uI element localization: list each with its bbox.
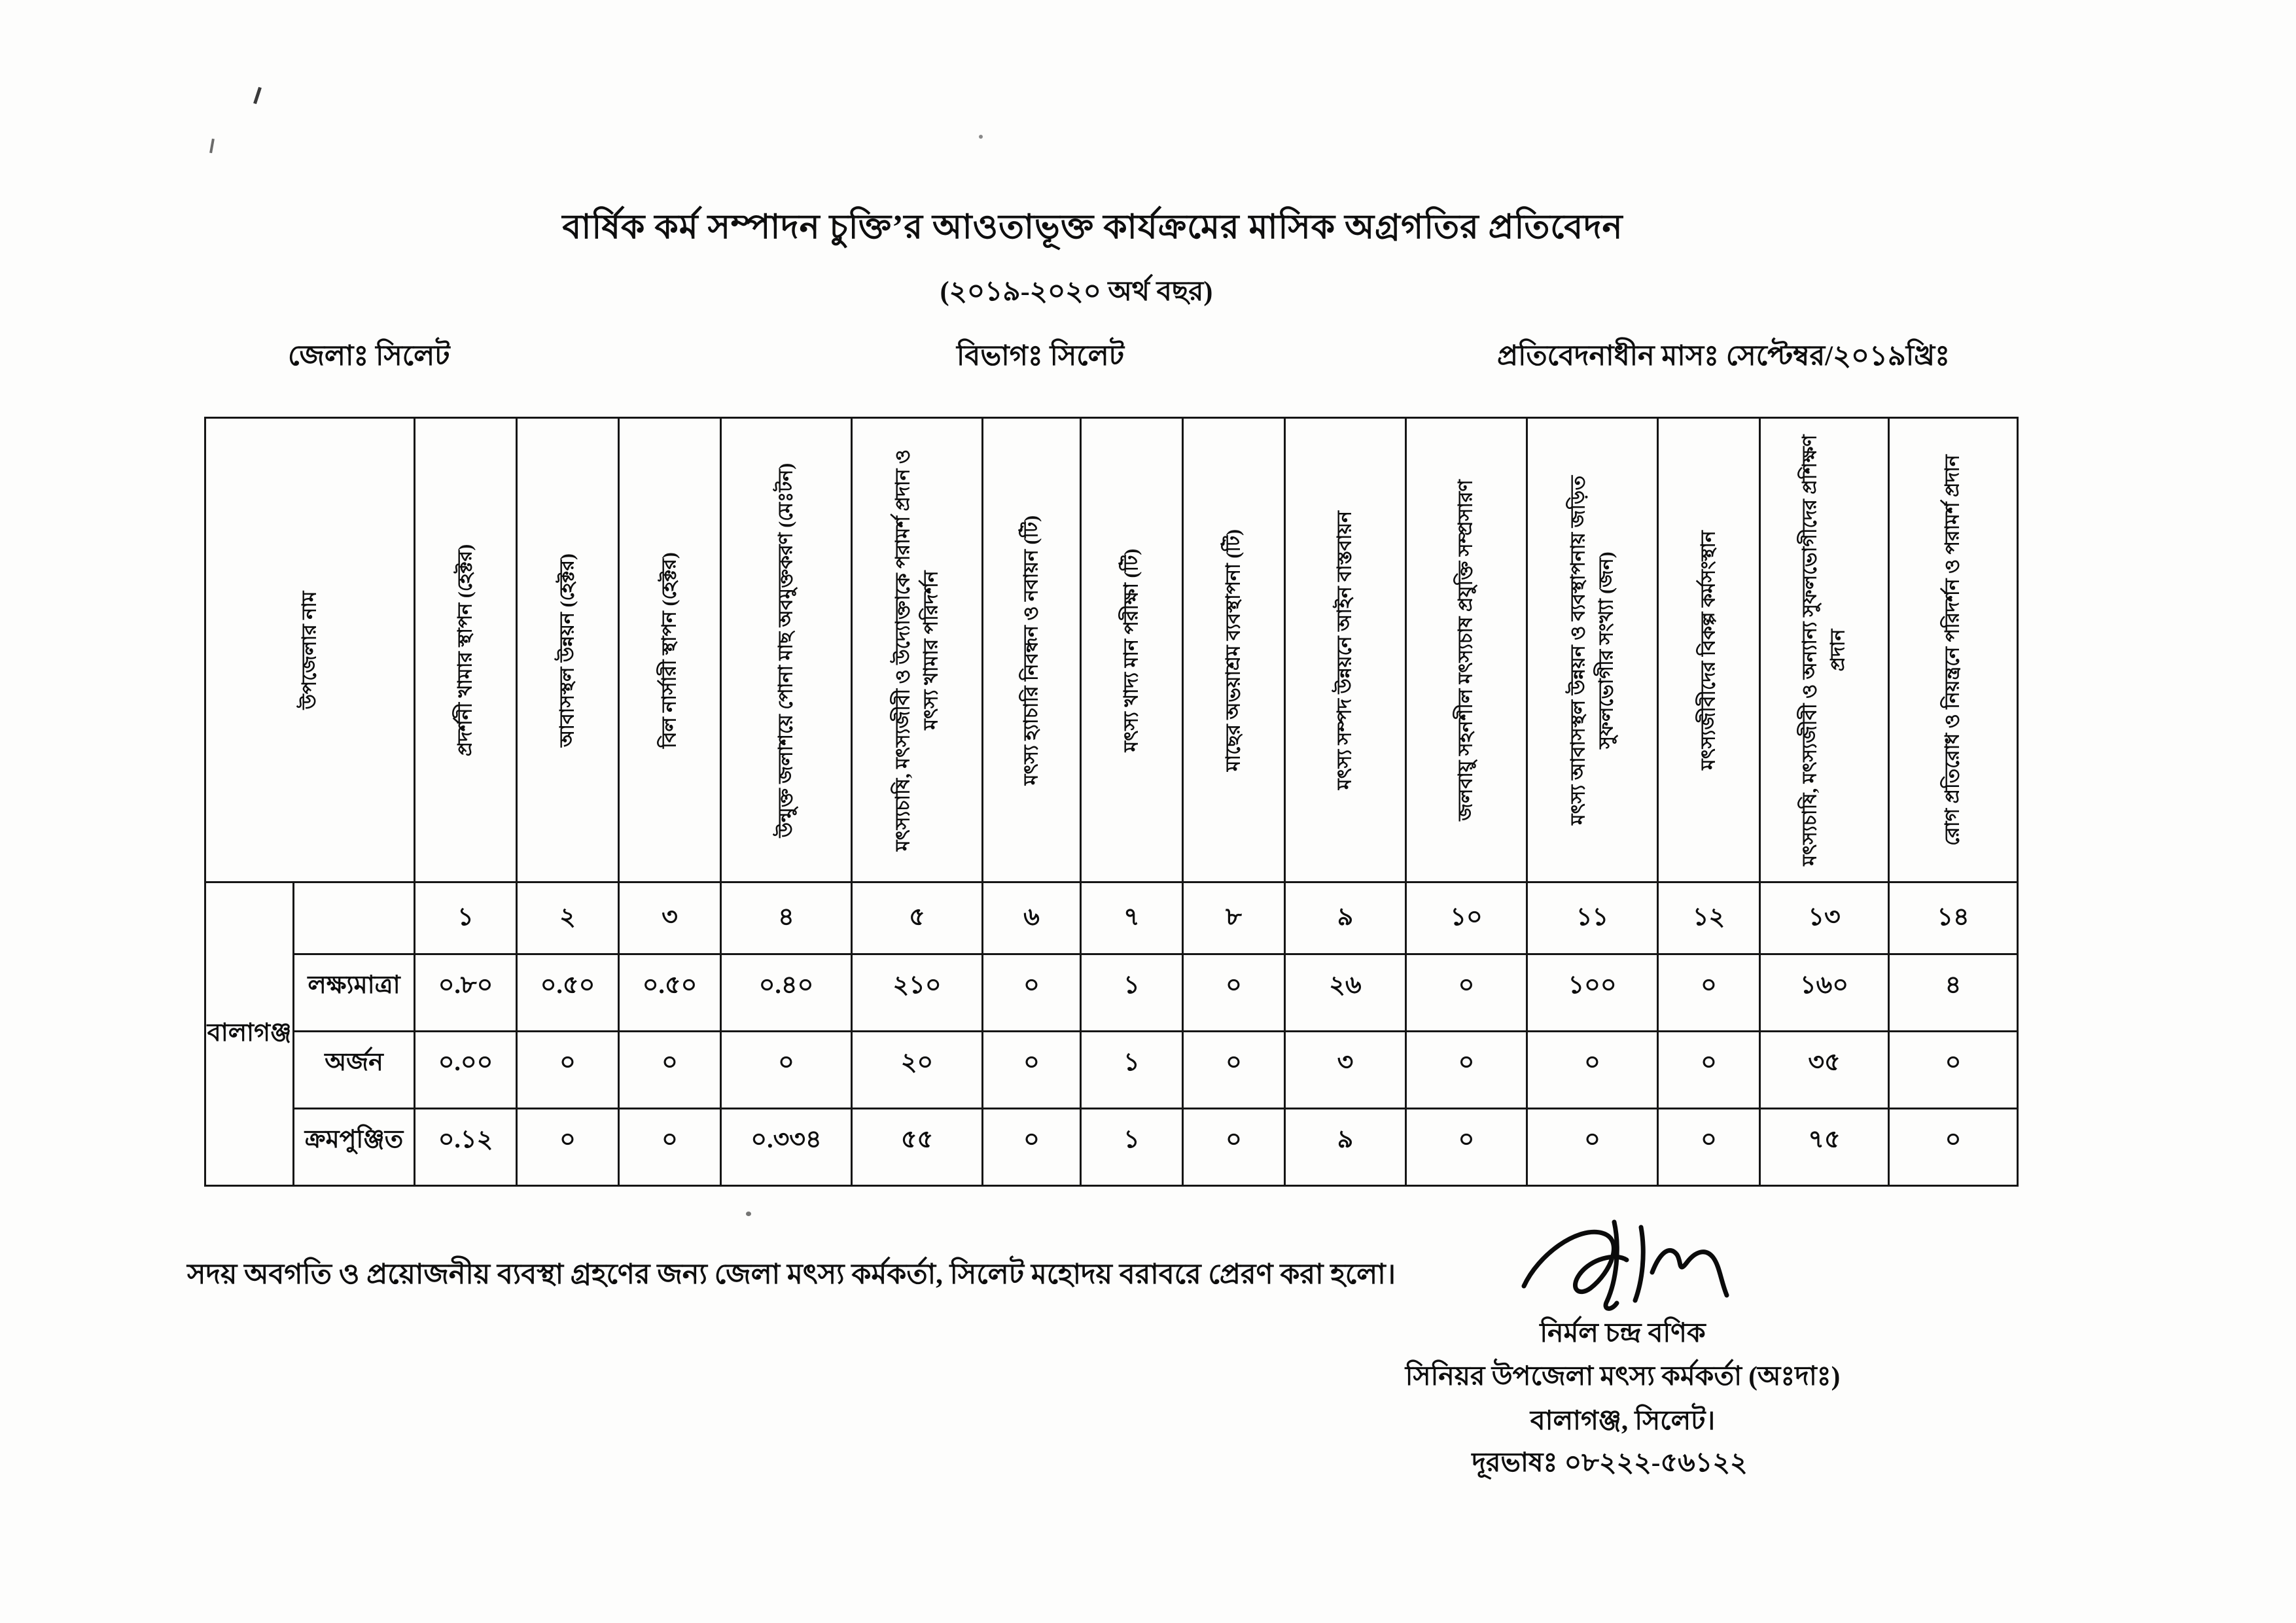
fiscal-year-subtitle: (২০১৯-২০২০ অর্থ বছর)	[940, 277, 1213, 307]
col-number-7: ৭	[1081, 882, 1183, 954]
achievement-row	[205, 1032, 2018, 1109]
achievement-col-5: ২০	[852, 1032, 983, 1109]
target-col-3: ০.৫০	[619, 954, 721, 1032]
col-header-1-label: প্রদর্শনী খামার স্থাপন (হেক্টর)	[454, 544, 476, 756]
cumulative-col-11: ০	[1527, 1109, 1658, 1186]
cumulative-col-9: ৯	[1285, 1109, 1406, 1186]
achievement-col-10: ০	[1406, 1032, 1527, 1109]
achievement-col-8: ০	[1183, 1032, 1285, 1109]
signatory-name: নির্মল চন্দ্র বণিক	[1540, 1318, 1706, 1348]
closing-note: সদয় অবগতি ও প্রয়োজনীয় ব্যবস্থা গ্রহণের জন্য জেলা মৎস্য কর্মকর্তা, সিলেট মহোদয় বরাবরে প্রেরণ করা হলো।	[187, 1259, 1396, 1290]
col-header-10-label: জলবায়ু সহনশীল মৎস্যচাষ প্রযুক্তি সম্প্রসারণ	[1455, 479, 1477, 821]
achievement-col-9: ৩	[1285, 1032, 1406, 1109]
cumulative-col-7: ১	[1081, 1109, 1183, 1186]
col-header-3	[619, 418, 721, 882]
col-header-14	[1889, 418, 2018, 882]
col-number-8: ৮	[1183, 882, 1285, 954]
col-header-8-label: মাছের অভয়াশ্রম ব্যবস্থাপনা (টি)	[1222, 529, 1245, 771]
target-col-11: ১০০	[1527, 954, 1658, 1032]
col-header-10	[1406, 418, 1527, 882]
target-col-12: ০	[1658, 954, 1760, 1032]
division-label: বিভাগঃ সিলেট	[957, 341, 1125, 372]
target-row	[205, 954, 2018, 1032]
scan-artifact	[209, 139, 215, 153]
signatory-phone: দূরভাষঃ ০৮২২২-৫৬১২২	[1472, 1447, 1748, 1477]
target-col-7: ১	[1081, 954, 1183, 1032]
cumulative-col-5: ৫৫	[852, 1109, 983, 1186]
empty-label-cell	[294, 882, 415, 954]
upazila-name-cell: বালাগঞ্জ	[205, 882, 294, 1186]
header-row	[205, 418, 2018, 882]
col-header-3-label: বিল নার্সারী স্থাপন (হেক্টর)	[658, 551, 680, 748]
achievement-col-13: ৩৫	[1760, 1032, 1889, 1109]
col-number-5: ৫	[852, 882, 983, 954]
achievement-col-4: ০	[721, 1032, 852, 1109]
col-number-9: ৯	[1285, 882, 1406, 954]
upazila-name-header-label: উপজেলার নাম	[298, 591, 321, 709]
col-header-7	[1081, 418, 1183, 882]
col-header-6	[983, 418, 1081, 882]
col-header-9-label: মৎস্য সম্পদ উন্নয়নে আইন বাস্তবায়ন	[1333, 510, 1356, 790]
target-col-10: ০	[1406, 954, 1527, 1032]
cumulative-col-10: ০	[1406, 1109, 1527, 1186]
document-title: বার্ষিক কর্ম সম্পাদন চুক্তি’র আওতাভূক্ত কার্যক্রমের মাসিক অগ্রগতির প্রতিবেদন	[562, 209, 1623, 246]
col-header-1	[415, 418, 517, 882]
achievement-col-7: ১	[1081, 1032, 1183, 1109]
target-row-label: লক্ষ্যমাত্রা	[294, 954, 415, 1032]
column-number-row	[205, 882, 2018, 954]
col-header-13	[1760, 418, 1889, 882]
signature-scribble	[1515, 1209, 1731, 1320]
cumulative-col-12: ০	[1658, 1109, 1760, 1186]
col-number-6: ৬	[983, 882, 1081, 954]
target-col-6: ০	[983, 954, 1081, 1032]
signatory-station: বালাগঞ্জ, সিলেট।	[1530, 1405, 1716, 1435]
col-header-7-label: মৎস্য খাদ্য মান পরীক্ষা (টি)	[1120, 548, 1142, 752]
target-col-4: ০.৪০	[721, 954, 852, 1032]
col-header-6-label: মৎস্য হ্যাচারি নিবন্ধন ও নবায়ন (টি)	[1020, 515, 1042, 785]
col-header-2	[517, 418, 619, 882]
cumulative-col-6: ০	[983, 1109, 1081, 1186]
target-col-13: ১৬০	[1760, 954, 1889, 1032]
achievement-col-1: ০.০০	[415, 1032, 517, 1109]
district-label: জেলাঃ সিলেট	[288, 341, 450, 372]
cumulative-col-4: ০.৩৩৪	[721, 1109, 852, 1186]
cumulative-col-2: ০	[517, 1109, 619, 1186]
cumulative-col-14: ০	[1889, 1109, 2018, 1186]
col-number-1: ১	[415, 882, 517, 954]
col-number-14: ১৪	[1889, 882, 2018, 954]
cumulative-row	[205, 1109, 2018, 1186]
scan-artifact	[746, 1212, 751, 1216]
achievement-col-11: ০	[1527, 1032, 1658, 1109]
target-col-9: ২৬	[1285, 954, 1406, 1032]
col-number-12: ১২	[1658, 882, 1760, 954]
scan-artifact	[253, 87, 262, 104]
cumulative-col-8: ০	[1183, 1109, 1285, 1186]
scan-artifact	[979, 135, 983, 139]
target-col-5: ২১০	[852, 954, 983, 1032]
cumulative-col-13: ৭৫	[1760, 1109, 1889, 1186]
col-number-3: ৩	[619, 882, 721, 954]
col-header-12-label: মৎস্যজীবীদের বিকল্প কর্মসংস্থান	[1697, 530, 1720, 770]
target-col-14: ৪	[1889, 954, 2018, 1032]
achievement-col-12: ০	[1658, 1032, 1760, 1109]
cumulative-col-3: ০	[619, 1109, 721, 1186]
upazila-name-header	[205, 418, 415, 882]
achievement-row-label: অর্জন	[294, 1032, 415, 1109]
target-col-2: ০.৫০	[517, 954, 619, 1032]
achievement-col-6: ০	[983, 1032, 1081, 1109]
col-header-2-label: আবাসস্থল উন্নয়ন (হেক্টর)	[556, 553, 578, 747]
col-header-9	[1285, 418, 1406, 882]
target-col-8: ০	[1183, 954, 1285, 1032]
col-number-4: ৪	[721, 882, 852, 954]
reporting-month-label: প্রতিবেদনাধীন মাসঃ সেপ্টেম্বর/২০১৯খ্রিঃ	[1497, 341, 1951, 372]
col-header-11-label: মৎস্য আবাসস্থল উন্নয়ন ও ব্যবস্থাপনায় জড়িত সুফলভোগীর সংখ্যা (জন)	[1566, 475, 1617, 825]
achievement-col-3: ০	[619, 1032, 721, 1109]
col-header-13-label: মৎস্যচাষি, মৎস্যজীবী ও অন্যান্য সুফলভোগীদের প্রশিক্ষণ প্রদান	[1799, 434, 1848, 866]
col-number-10: ১০	[1406, 882, 1527, 954]
target-col-1: ০.৮০	[415, 954, 517, 1032]
col-number-2: ২	[517, 882, 619, 954]
progress-report-table	[204, 417, 2019, 1187]
col-header-4-label: উন্মুক্ত জলাশয়ে পোনা মাছ অবমুক্তকরণ (মেঃটন)	[775, 462, 797, 837]
col-header-5	[852, 418, 983, 882]
col-header-8	[1183, 418, 1285, 882]
col-number-11: ১১	[1527, 882, 1658, 954]
col-header-5-label: মৎস্যচাষি, মৎস্যজীবী ও উদ্যোক্তাকে পরামর্শ প্রদান ও মৎস্য খামার পরিদর্শন	[891, 449, 942, 851]
col-header-14-label: রোগ প্রতিরোধ ও নিয়ন্ত্রনে পরিদর্শন ও পরামর্শ প্রদান	[1941, 454, 1964, 846]
cumulative-row-label: ক্রমপুঞ্জিত	[294, 1109, 415, 1186]
cumulative-col-1: ০.১২	[415, 1109, 517, 1186]
achievement-col-14: ০	[1889, 1032, 2018, 1109]
col-number-13: ১৩	[1760, 882, 1889, 954]
col-header-4	[721, 418, 852, 882]
col-header-12	[1658, 418, 1760, 882]
signatory-designation: সিনিয়র উপজেলা মৎস্য কর্মকর্তা (অঃদাঃ)	[1405, 1361, 1841, 1391]
achievement-col-2: ০	[517, 1032, 619, 1109]
col-header-11	[1527, 418, 1658, 882]
